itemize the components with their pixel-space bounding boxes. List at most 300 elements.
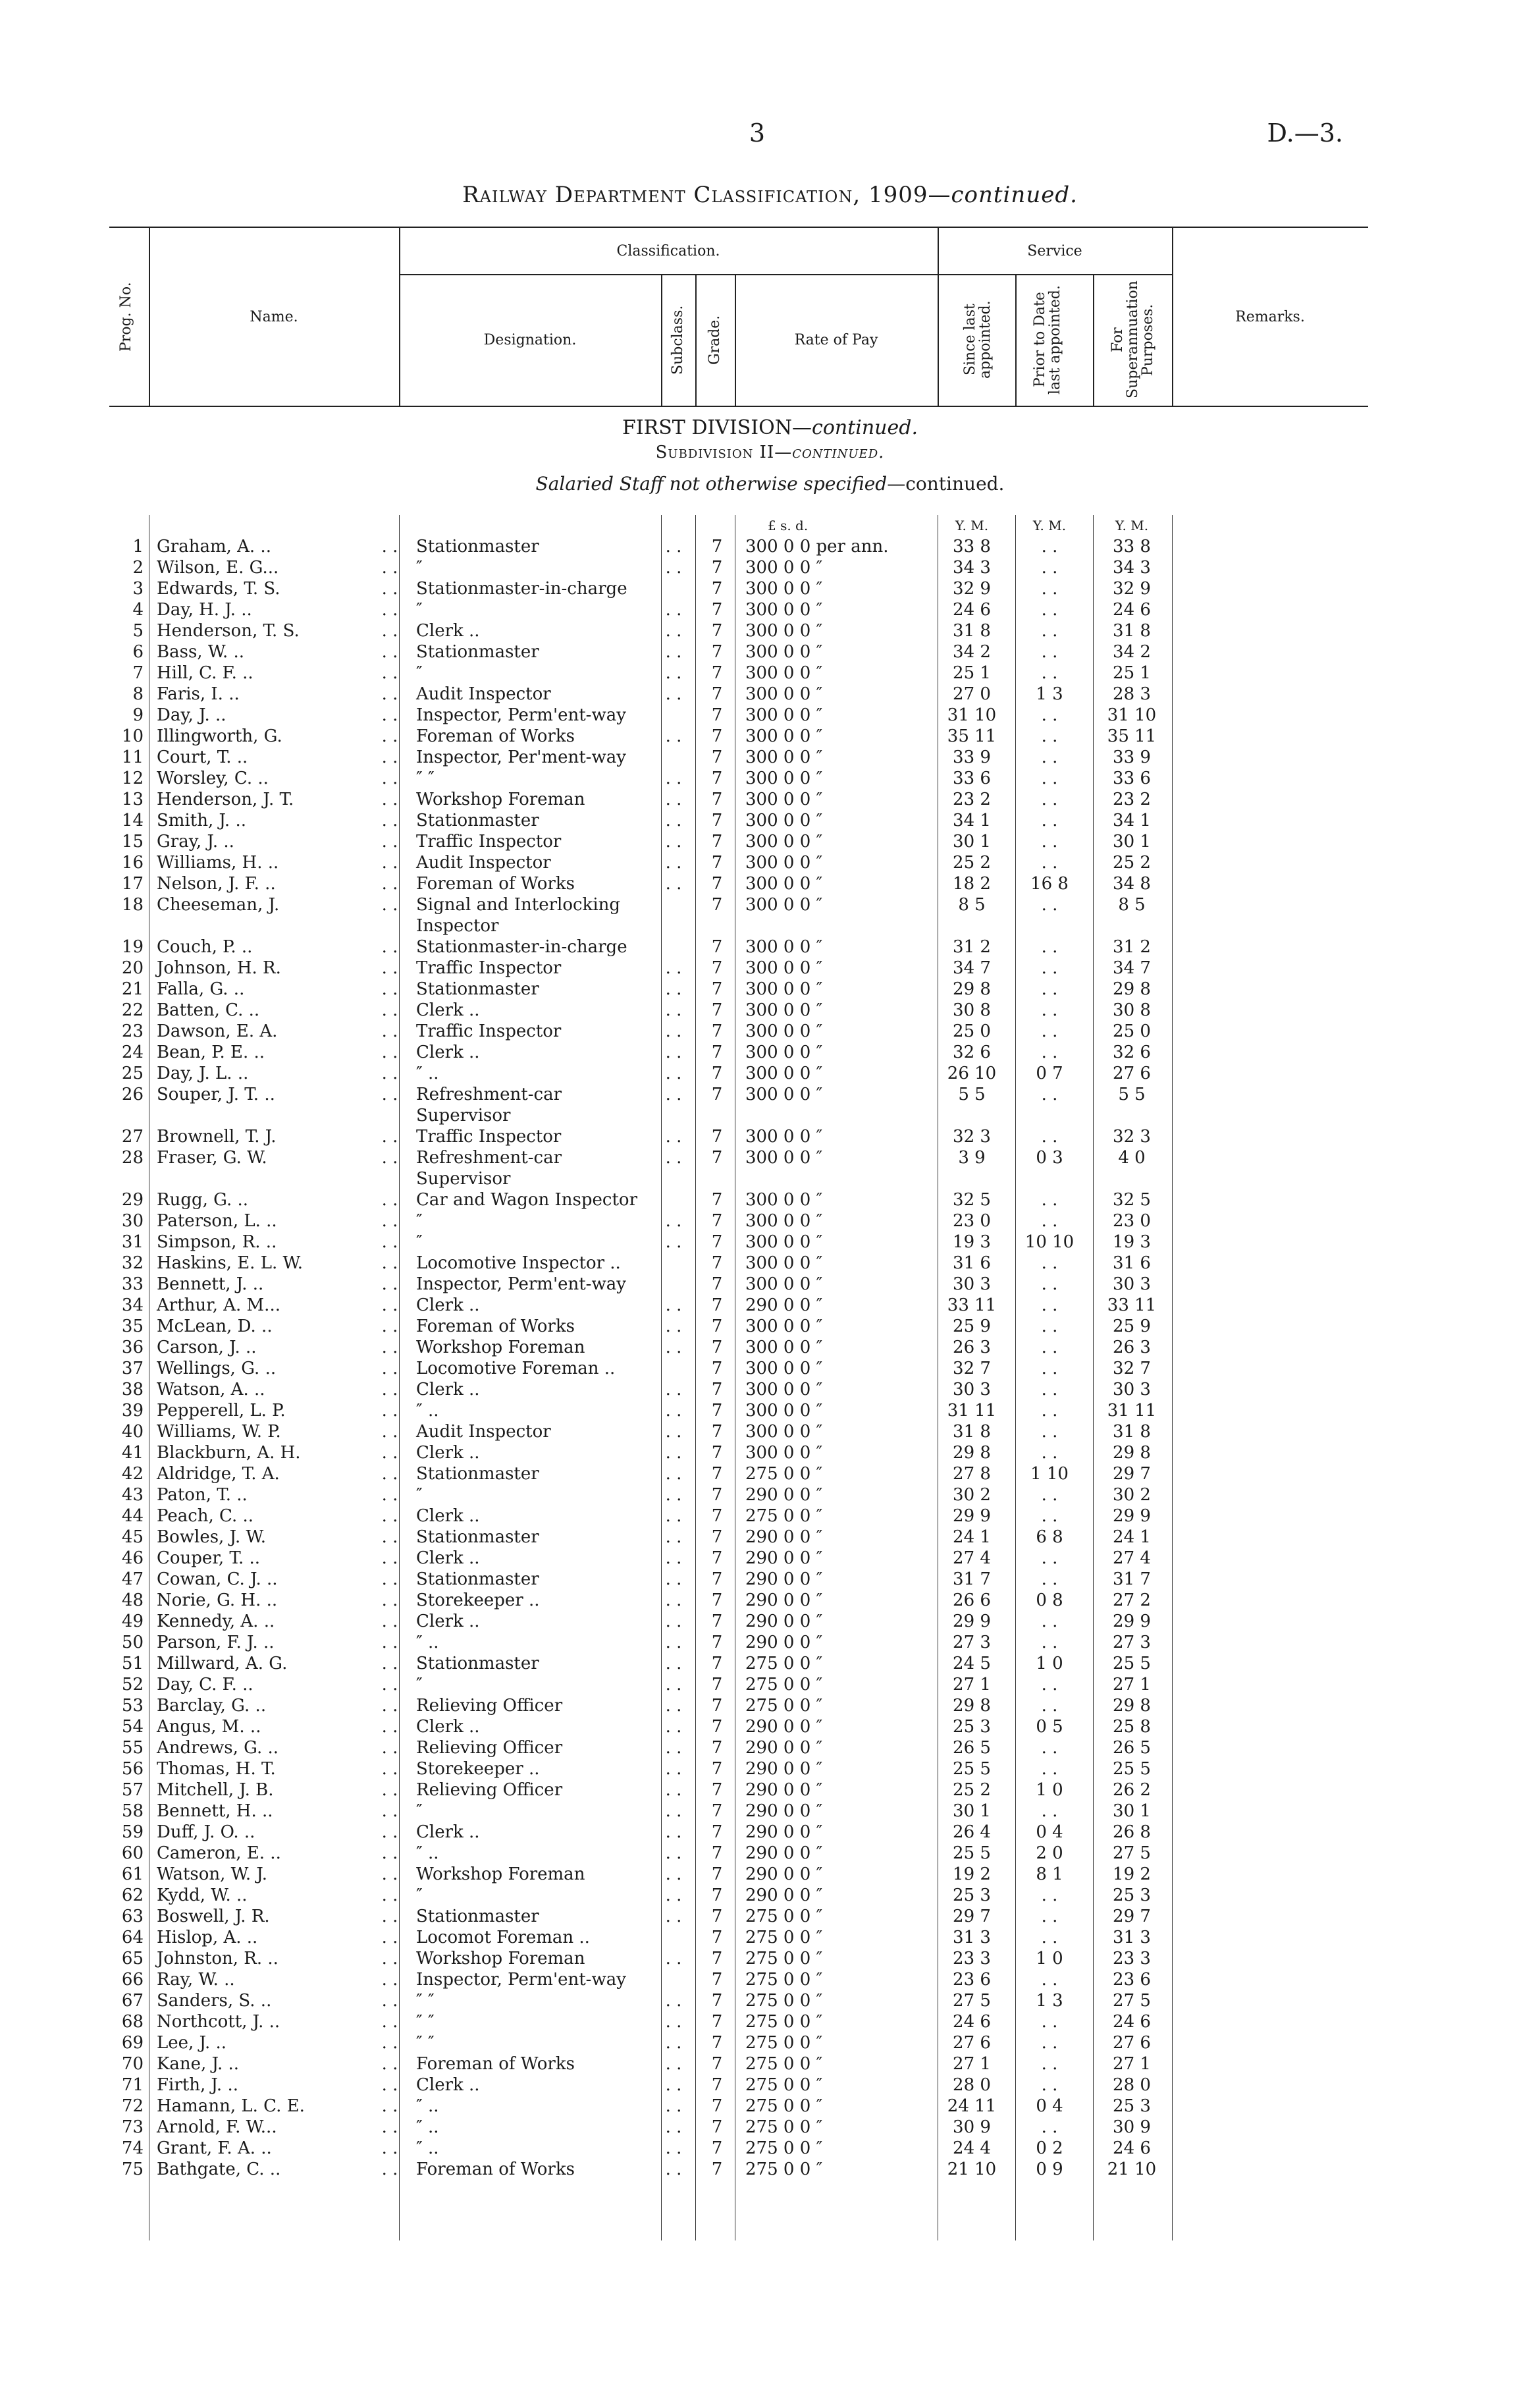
subclass-dots: . .	[665, 1654, 682, 1673]
grade: 7	[711, 1316, 723, 1336]
designation: Refreshment-car Supervisor	[416, 1085, 562, 1126]
prior-to-date: . .	[1041, 1970, 1058, 1990]
grade: 7	[711, 579, 723, 599]
unit-sup: Y. M.	[1115, 518, 1149, 533]
table-row	[109, 789, 1368, 810]
staff-name: Peach, C. ..	[157, 1506, 254, 1526]
superannuation: 24 6	[1113, 600, 1151, 620]
superannuation: 29 7	[1113, 1907, 1151, 1926]
rate-of-pay: 300 0 0 ″	[745, 1359, 823, 1378]
col-superannuation: For Superannuation Purposes.	[1109, 281, 1157, 399]
staff-name: Kennedy, A. ..	[157, 1612, 275, 1631]
since-last-appointed: 29 7	[953, 1907, 991, 1926]
prior-to-date: . .	[1041, 1316, 1058, 1336]
rate-of-pay: 300 0 0 ″	[745, 621, 823, 641]
subclass-dots: . .	[665, 1401, 682, 1421]
leader-dots: . .	[381, 1527, 398, 1547]
grade: 7	[711, 1907, 723, 1926]
since-last-appointed: 24 4	[953, 2138, 991, 2158]
prog-no: 52	[121, 1675, 144, 1695]
leader-dots: . .	[381, 895, 398, 915]
prog-no: 26	[121, 1085, 144, 1104]
leader-dots: . .	[381, 1654, 398, 1673]
leader-dots: . .	[381, 1127, 398, 1147]
rate-of-pay: 300 0 0 ″	[745, 1190, 823, 1210]
leader-dots: . .	[381, 1274, 398, 1294]
designation: Traffic Inspector	[416, 958, 562, 978]
subclass-dots: . .	[665, 1127, 682, 1147]
prior-to-date: 0 4	[1036, 2096, 1063, 2116]
staff-heading: Salaried Staff not otherwise specified—continued.	[535, 473, 1005, 495]
subclass-dots: . .	[665, 1232, 682, 1252]
rate-of-pay: 290 0 0 ″	[745, 1569, 823, 1589]
designation: Audit Inspector	[416, 1422, 551, 1442]
superannuation: 25 8	[1113, 1717, 1151, 1737]
table-row	[109, 1990, 1368, 2011]
designation: Audit Inspector	[416, 684, 551, 704]
designation: Traffic Inspector	[416, 832, 562, 852]
superannuation: 32 6	[1113, 1043, 1151, 1062]
subclass-dots: . .	[665, 684, 682, 704]
superannuation: 27 1	[1113, 1675, 1151, 1695]
designation: ″ ..	[416, 2117, 439, 2137]
since-last-appointed: 23 3	[953, 1949, 991, 1968]
grade: 7	[711, 2096, 723, 2116]
grade: 7	[711, 1464, 723, 1484]
prior-to-date: . .	[1041, 663, 1058, 683]
table-row	[109, 1379, 1368, 1400]
designation: Storekeeper ..	[416, 1590, 540, 1610]
superannuation: 27 6	[1113, 1064, 1151, 1083]
rate-of-pay: 300 0 0 ″	[745, 600, 823, 620]
leader-dots: . .	[381, 1506, 398, 1526]
prior-to-date: . .	[1041, 1907, 1058, 1926]
subclass-dots: . .	[665, 1316, 682, 1336]
leader-dots: . .	[381, 1021, 398, 1041]
superannuation: 28 3	[1113, 684, 1151, 704]
superannuation: 27 5	[1113, 1843, 1151, 1863]
since-last-appointed: 25 5	[953, 1843, 991, 1863]
since-last-appointed: 31 6	[953, 1253, 991, 1273]
leader-dots: . .	[381, 2012, 398, 2032]
designation: Inspector, Perm'ent-way	[416, 705, 626, 725]
col-prior-to-date: Prior to Date last appointed.	[1032, 285, 1064, 394]
staff-name: Parson, F. J. ..	[157, 1633, 275, 1652]
table-row	[109, 1021, 1368, 1042]
prog-no: 55	[121, 1738, 144, 1758]
subclass-dots: . .	[665, 642, 682, 662]
since-last-appointed: 30 3	[953, 1274, 991, 1294]
designation: Stationmaster	[416, 1464, 539, 1484]
leader-dots: . .	[381, 1928, 398, 1947]
staff-name: Millward, A. G.	[157, 1654, 288, 1673]
superannuation: 30 3	[1113, 1274, 1151, 1294]
table-row	[109, 1885, 1368, 1906]
leader-dots: . .	[381, 1717, 398, 1737]
prog-no: 44	[121, 1506, 144, 1526]
prior-to-date: 0 9	[1036, 2159, 1063, 2179]
since-last-appointed: 29 8	[953, 1696, 991, 1716]
rate-of-pay: 290 0 0 ″	[745, 1886, 823, 1905]
superannuation: 26 3	[1113, 1338, 1151, 1357]
staff-name: Watson, W. J.	[157, 1864, 268, 1884]
table-row	[109, 1548, 1368, 1569]
prior-to-date: . .	[1041, 1928, 1058, 1947]
grade: 7	[711, 1000, 723, 1020]
subclass-dots: . .	[665, 1485, 682, 1505]
since-last-appointed: 29 8	[953, 1443, 991, 1463]
superannuation: 27 4	[1113, 1548, 1151, 1568]
subclass-dots: . .	[665, 1569, 682, 1589]
prior-to-date: . .	[1041, 1274, 1058, 1294]
designation: Foreman of Works	[416, 2159, 575, 2179]
grade: 7	[711, 1759, 723, 1779]
staff-name: Court, T. ..	[157, 747, 248, 767]
staff-name: Watson, A. ..	[157, 1380, 265, 1399]
prog-no: 21	[121, 979, 144, 999]
subclass-dots: . .	[665, 726, 682, 746]
rate-of-pay: 275 0 0 ″	[745, 2012, 823, 2032]
since-last-appointed: 32 7	[953, 1359, 991, 1378]
designation: Locomotive Foreman ..	[416, 1359, 616, 1378]
prior-to-date: . .	[1041, 811, 1058, 830]
grade: 7	[711, 1043, 723, 1062]
title-prefix: Railway Department Classification, 1909—	[462, 182, 951, 208]
rate-of-pay: 300 0 0 ″	[745, 642, 823, 662]
table-row	[109, 1969, 1368, 1990]
prior-to-date: . .	[1041, 769, 1058, 788]
rate-of-pay: 300 0 0 ″	[745, 979, 823, 999]
staff-name: Paton, T. ..	[157, 1485, 248, 1505]
since-last-appointed: 25 1	[953, 663, 991, 683]
since-last-appointed: 27 0	[953, 684, 991, 704]
staff-name: Cowan, C. J. ..	[157, 1569, 278, 1589]
rate-of-pay: 300 0 0 ″	[745, 1021, 823, 1041]
prior-to-date: . .	[1041, 958, 1058, 978]
staff-name: Smith, J. ..	[157, 811, 246, 830]
since-last-appointed: 25 2	[953, 853, 991, 873]
prior-to-date: . .	[1041, 1696, 1058, 1716]
staff-name: Norie, G. H. ..	[157, 1590, 278, 1610]
subclass-dots: . .	[665, 1443, 682, 1463]
leader-dots: . .	[381, 600, 398, 620]
rate-of-pay: 290 0 0 ″	[745, 1801, 823, 1821]
grade: 7	[711, 1612, 723, 1631]
leader-dots: . .	[381, 537, 398, 556]
table-row	[109, 1779, 1368, 1801]
superannuation: 31 8	[1113, 621, 1151, 641]
subclass-dots: . .	[665, 2012, 682, 2032]
superannuation: 27 2	[1113, 1590, 1151, 1610]
grade: 7	[711, 1633, 723, 1652]
since-last-appointed: 34 1	[953, 811, 991, 830]
subclass-dots: . .	[665, 1759, 682, 1779]
rate-of-pay: 275 0 0 ″	[745, 1970, 823, 1990]
since-last-appointed: 27 4	[953, 1548, 991, 1568]
table-row	[109, 1000, 1368, 1021]
grade: 7	[711, 1085, 723, 1104]
table-row	[109, 810, 1368, 831]
leader-dots: . .	[381, 1801, 398, 1821]
staff-name: Williams, W. P.	[157, 1422, 281, 1442]
prior-to-date: . .	[1041, 1759, 1058, 1779]
staff-name: Blackburn, A. H.	[157, 1443, 301, 1463]
prog-no: 29	[121, 1190, 144, 1210]
leader-dots: . .	[381, 1295, 398, 1315]
staff-name: Wellings, G. ..	[157, 1359, 277, 1378]
grade: 7	[711, 1886, 723, 1905]
staff-name: Andrews, G. ..	[157, 1738, 279, 1758]
rate-of-pay: 290 0 0 ″	[745, 1633, 823, 1652]
prog-no: 74	[121, 2138, 144, 2158]
prior-to-date: 1 10	[1030, 1464, 1069, 1484]
prior-to-date: . .	[1041, 895, 1058, 915]
superannuation: 33 9	[1113, 747, 1151, 767]
staff-name: Williams, H. ..	[157, 853, 279, 873]
table-row	[109, 1189, 1368, 1210]
subclass-dots: . .	[665, 1612, 682, 1631]
grade: 7	[711, 1380, 723, 1399]
prog-no: 40	[121, 1422, 144, 1442]
superannuation: 28 0	[1113, 2075, 1151, 2095]
grade: 7	[711, 790, 723, 809]
grade: 7	[711, 663, 723, 683]
superannuation: 25 9	[1113, 1316, 1151, 1336]
prior-to-date: 1 3	[1036, 1991, 1063, 2011]
superannuation: 32 3	[1113, 1127, 1151, 1147]
staff-name: Illingworth, G.	[157, 726, 282, 746]
leader-dots: . .	[381, 769, 398, 788]
superannuation: 27 3	[1113, 1633, 1151, 1652]
prior-to-date: . .	[1041, 1190, 1058, 1210]
col-name: Name.	[250, 308, 298, 325]
superannuation: 26 5	[1113, 1738, 1151, 1758]
staff-name: Bennett, J. ..	[157, 1274, 264, 1294]
since-last-appointed: 33 11	[947, 1295, 997, 1315]
designation: Stationmaster	[416, 1907, 539, 1926]
staff-name: Firth, J. ..	[157, 2075, 238, 2095]
leader-dots: . .	[381, 1359, 398, 1378]
rate-of-pay: 275 0 0 ″	[745, 2096, 823, 2116]
since-last-appointed: 30 2	[953, 1485, 991, 1505]
subclass-dots: . .	[665, 663, 682, 683]
rate-of-pay: 275 0 0 ″	[745, 1949, 823, 1968]
subclass-dots: . .	[665, 958, 682, 978]
staff-name: Aldridge, T. A.	[157, 1464, 280, 1484]
staff-name: Bass, W. ..	[157, 642, 245, 662]
subclass-dots: . .	[665, 2096, 682, 2116]
page-number: 3	[749, 119, 766, 148]
designation: Foreman of Works	[416, 2054, 575, 2074]
prior-to-date: . .	[1041, 1633, 1058, 1652]
since-last-appointed: 31 7	[953, 1569, 991, 1589]
prior-to-date: . .	[1041, 1506, 1058, 1526]
prog-no: 8	[132, 684, 144, 704]
prog-no: 50	[121, 1633, 144, 1652]
leader-dots: . .	[381, 1443, 398, 1463]
prior-to-date: 1 0	[1036, 1654, 1063, 1673]
designation: ″ ..	[416, 1633, 439, 1652]
title-suffix: continued.	[951, 182, 1078, 208]
leader-dots: . .	[381, 1548, 398, 1568]
prior-to-date: . .	[1041, 642, 1058, 662]
prior-to-date: . .	[1041, 600, 1058, 620]
designation: Clerk ..	[416, 1717, 480, 1737]
subclass-dots: . .	[665, 1780, 682, 1800]
staff-name: Rugg, G. ..	[157, 1190, 249, 1210]
staff-name: Gray, J. ..	[157, 832, 234, 852]
since-last-appointed: 30 8	[953, 1000, 991, 1020]
table-row	[109, 894, 1368, 936]
prog-no: 20	[121, 958, 144, 978]
superannuation: 4 0	[1118, 1148, 1146, 1168]
grade: 7	[711, 1801, 723, 1821]
unit-pay: £ s. d.	[768, 518, 809, 533]
leader-dots: . .	[381, 1253, 398, 1273]
grade: 7	[711, 537, 723, 556]
prog-no: 7	[132, 663, 144, 683]
prog-no: 4	[132, 600, 144, 620]
grade: 7	[711, 1443, 723, 1463]
subclass-dots: . .	[665, 1675, 682, 1695]
page-title	[0, 182, 1540, 208]
leader-dots: . .	[381, 1316, 398, 1336]
grade: 7	[711, 1064, 723, 1083]
table-row	[109, 936, 1368, 958]
prog-no: 10	[121, 726, 144, 746]
table-row	[109, 1653, 1368, 1674]
table-row	[109, 1337, 1368, 1358]
designation: Traffic Inspector	[416, 1127, 562, 1147]
grade: 7	[711, 1527, 723, 1547]
rate-of-pay: 300 0 0 ″	[745, 663, 823, 683]
subclass-dots: . .	[665, 1085, 682, 1104]
prog-no: 43	[121, 1485, 144, 1505]
rate-of-pay: 300 0 0 ″	[745, 1148, 823, 1168]
subclass-dots: . .	[665, 1717, 682, 1737]
rate-of-pay: 300 0 0 per ann.	[745, 537, 889, 556]
subclass-dots: . .	[665, 1822, 682, 1842]
grade: 7	[711, 1569, 723, 1589]
staff-name: Paterson, L. ..	[157, 1211, 277, 1231]
superannuation: 23 2	[1113, 790, 1151, 809]
subclass-dots: . .	[665, 811, 682, 830]
rate-of-pay: 300 0 0 ″	[745, 579, 823, 599]
since-last-appointed: 25 3	[953, 1717, 991, 1737]
subclass-dots: . .	[665, 600, 682, 620]
prior-to-date: 10 10	[1024, 1232, 1075, 1252]
leader-dots: . .	[381, 2033, 398, 2053]
grade: 7	[711, 1401, 723, 1421]
rate-of-pay: 290 0 0 ″	[745, 1864, 823, 1884]
table-row	[109, 2159, 1368, 2180]
rate-of-pay: 275 0 0 ″	[745, 2054, 823, 2074]
grade: 7	[711, 1590, 723, 1610]
prior-to-date: . .	[1041, 1443, 1058, 1463]
grade: 7	[711, 937, 723, 957]
table-row	[109, 1042, 1368, 1063]
leader-dots: . .	[381, 579, 398, 599]
staff-name: Arnold, F. W...	[157, 2117, 277, 2137]
prior-to-date: . .	[1041, 558, 1058, 578]
since-last-appointed: 30 3	[953, 1380, 991, 1399]
designation: ″	[416, 600, 423, 620]
since-last-appointed: 24 6	[953, 2012, 991, 2032]
since-last-appointed: 5 5	[958, 1085, 986, 1104]
prog-no: 64	[121, 1928, 144, 1947]
subclass-dots: . .	[665, 1148, 682, 1168]
prog-no: 54	[121, 1717, 144, 1737]
col-grade: Grade.	[706, 315, 723, 365]
prog-no: 62	[121, 1886, 144, 1905]
rate-of-pay: 290 0 0 ″	[745, 1295, 823, 1315]
subclass-dots: . .	[665, 1738, 682, 1758]
table-row	[109, 1358, 1368, 1379]
table-row	[109, 1421, 1368, 1442]
staff-name: Hill, C. F. ..	[157, 663, 253, 683]
staff-name: Simpson, R. ..	[157, 1232, 277, 1252]
leader-dots: . .	[381, 2096, 398, 2116]
designation: Clerk ..	[416, 1000, 480, 1020]
prog-no: 6	[132, 642, 144, 662]
grade: 7	[711, 1991, 723, 2011]
rate-of-pay: 300 0 0 ″	[745, 874, 823, 894]
grade: 7	[711, 642, 723, 662]
rate-of-pay: 300 0 0 ″	[745, 937, 823, 957]
designation: Foreman of Works	[416, 1316, 575, 1336]
superannuation: 32 5	[1113, 1190, 1151, 1210]
prog-no: 71	[121, 2075, 144, 2095]
table-row	[109, 1295, 1368, 1316]
prog-no: 72	[121, 2096, 144, 2116]
since-last-appointed: 33 8	[953, 537, 991, 556]
designation: Stationmaster	[416, 642, 539, 662]
table-row	[109, 1801, 1368, 1822]
superannuation: 29 8	[1113, 1696, 1151, 1716]
staff-name: Pepperell, L. P.	[157, 1401, 286, 1421]
staff-name: Wilson, E. G...	[157, 558, 279, 578]
superannuation: 31 6	[1113, 1253, 1151, 1273]
designation: Audit Inspector	[416, 853, 551, 873]
leader-dots: . .	[381, 1148, 398, 1168]
leader-dots: . .	[381, 1696, 398, 1716]
table-row	[109, 663, 1368, 684]
prior-to-date: 0 4	[1036, 1822, 1063, 1842]
since-last-appointed: 32 6	[953, 1043, 991, 1062]
superannuation: 31 10	[1107, 705, 1157, 725]
prior-to-date: . .	[1041, 1021, 1058, 1041]
superannuation: 30 1	[1113, 1801, 1151, 1821]
subclass-dots: . .	[665, 1843, 682, 1863]
subclass-dots: . .	[665, 1064, 682, 1083]
designation: Workshop Foreman	[416, 1338, 585, 1357]
grade: 7	[711, 811, 723, 830]
prog-no: 65	[121, 1949, 144, 1968]
rate-of-pay: 300 0 0 ″	[745, 1316, 823, 1336]
designation: Locomot Foreman ..	[416, 1928, 590, 1947]
rate-of-pay: 300 0 0 ″	[745, 1000, 823, 1020]
grade: 7	[711, 558, 723, 578]
leader-dots: . .	[381, 832, 398, 852]
since-last-appointed: 27 5	[953, 1991, 991, 2011]
superannuation: 26 2	[1113, 1780, 1151, 1800]
designation: Relieving Officer	[416, 1738, 563, 1758]
staff-name: Nelson, J. F. ..	[157, 874, 276, 894]
rate-of-pay: 290 0 0 ″	[745, 1759, 823, 1779]
grade: 7	[711, 2138, 723, 2158]
staff-name: McLean, D. ..	[157, 1316, 273, 1336]
prog-no: 13	[121, 790, 144, 809]
